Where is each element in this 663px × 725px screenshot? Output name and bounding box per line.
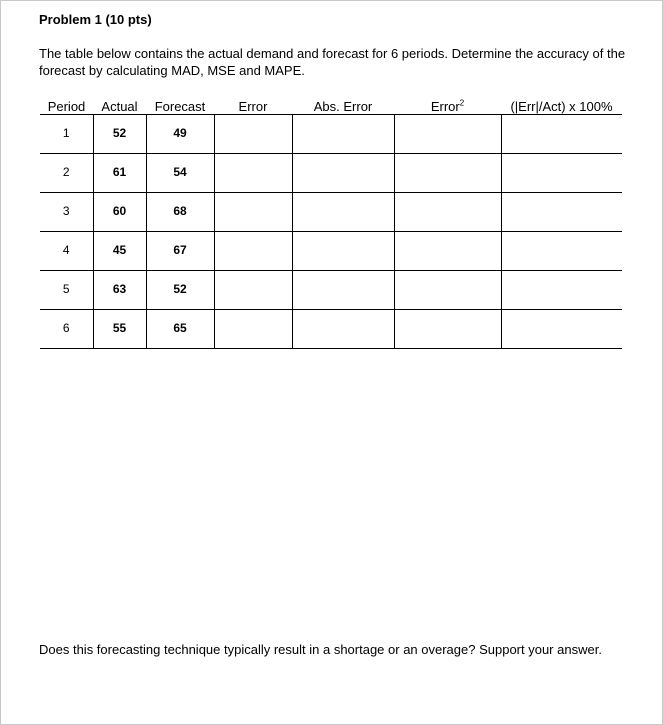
error-cell <box>214 115 292 154</box>
header-forecast: Forecast <box>146 96 214 115</box>
forecast-cell <box>146 232 214 271</box>
forecast-cell <box>146 154 214 193</box>
percent-error-cell <box>501 193 622 232</box>
error-cell <box>214 154 292 193</box>
abs-error-cell <box>292 154 394 193</box>
actual-value: 61 <box>112 165 127 179</box>
percent-error-cell <box>501 310 622 349</box>
abs-error-cell <box>292 115 394 154</box>
period-value: 3 <box>62 204 70 218</box>
actual-cell <box>93 115 146 154</box>
actual-value: 45 <box>112 243 127 257</box>
actual-cell <box>93 271 146 310</box>
actual-value: 60 <box>112 204 127 218</box>
actual-cell <box>93 193 146 232</box>
forecast-cell <box>146 310 214 349</box>
table-row <box>40 271 622 310</box>
period-cell <box>40 154 93 193</box>
demand-forecast-table <box>40 96 622 349</box>
table-row <box>40 310 622 349</box>
problem-instructions: The table below contains the actual demand and forecast for 6 periods. Determine the accuracy of the forecast by calculating MAD, MSE and MAPE. <box>39 46 626 78</box>
period-value: 6 <box>62 321 70 335</box>
forecast-value: 68 <box>173 204 187 218</box>
error-squared-cell <box>394 271 501 310</box>
header-error-squared <box>394 96 501 115</box>
forecast-cell <box>146 271 214 310</box>
problem-title: Problem 1 (10 pts) <box>39 12 152 27</box>
error-squared-cell <box>394 232 501 271</box>
period-cell <box>40 232 93 271</box>
period-value: 2 <box>62 165 70 179</box>
actual-cell <box>93 310 146 349</box>
error-squared-cell <box>394 193 501 232</box>
forecast-value: 49 <box>173 126 187 140</box>
table-header-row <box>40 96 622 115</box>
percent-error-cell <box>501 271 622 310</box>
forecast-value: 54 <box>173 165 187 179</box>
table-row <box>40 193 622 232</box>
followup-question: Does this forecasting technique typically result in a shortage or an overage? Support your answer. <box>39 642 602 657</box>
forecast-value: 67 <box>173 243 187 257</box>
error-cell <box>214 310 292 349</box>
forecast-value: 52 <box>173 282 187 296</box>
period-cell <box>40 310 93 349</box>
error-cell <box>214 193 292 232</box>
actual-value: 55 <box>112 321 127 335</box>
header-error-squared-exponent: 2 <box>459 98 465 108</box>
actual-value: 52 <box>112 126 127 140</box>
error-squared-cell <box>394 154 501 193</box>
header-error: Error <box>214 96 292 115</box>
error-cell <box>214 232 292 271</box>
period-cell <box>40 193 93 232</box>
table-row <box>40 154 622 193</box>
header-actual: Actual <box>93 96 146 115</box>
header-abs-error: Abs. Error <box>292 96 394 115</box>
abs-error-cell <box>292 193 394 232</box>
actual-cell <box>93 154 146 193</box>
period-cell <box>40 271 93 310</box>
abs-error-cell <box>292 232 394 271</box>
percent-error-cell <box>501 154 622 193</box>
period-cell <box>40 115 93 154</box>
period-value: 5 <box>62 282 70 296</box>
header-period: Period <box>40 96 93 115</box>
actual-value: 63 <box>112 282 127 296</box>
percent-error-cell <box>501 115 622 154</box>
period-value: 4 <box>62 243 70 257</box>
table-row <box>40 115 622 154</box>
percent-error-cell <box>501 232 622 271</box>
header-error-squared-base: Error <box>430 99 460 114</box>
actual-cell <box>93 232 146 271</box>
error-cell <box>214 271 292 310</box>
forecast-cell <box>146 115 214 154</box>
abs-error-cell <box>292 271 394 310</box>
error-squared-cell <box>394 310 501 349</box>
error-squared-cell <box>394 115 501 154</box>
abs-error-cell <box>292 310 394 349</box>
forecast-value: 65 <box>173 321 187 335</box>
table-row <box>40 232 622 271</box>
forecast-cell <box>146 193 214 232</box>
period-value: 1 <box>62 126 70 140</box>
header-percent-error: (|Err|/Act) x 100% <box>501 96 622 115</box>
